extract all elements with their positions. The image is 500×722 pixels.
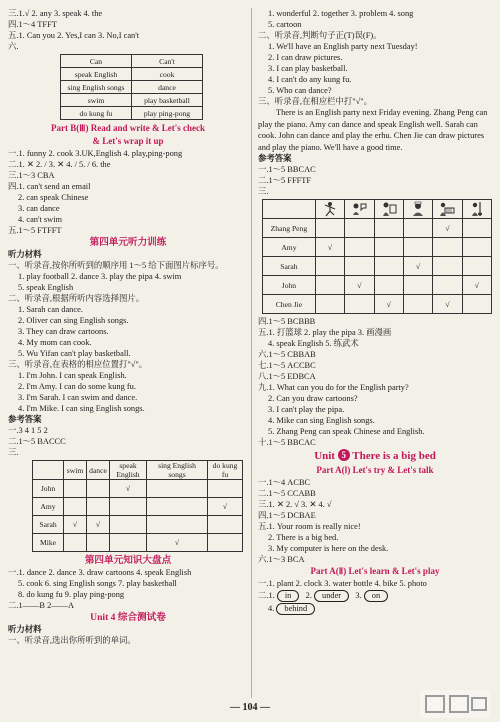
- answer-line: 4. Mike can sing English songs.: [268, 416, 375, 425]
- section-heading: Part B(Ⅲ) Read and write & Let's check: [51, 123, 205, 133]
- table-cell: [374, 276, 403, 295]
- answer-line: 三、听录音,在表格的相应位置打"√"。: [8, 360, 148, 369]
- item-number: 3.: [355, 591, 362, 600]
- answer-line: 4. speak English 5. 练武术: [268, 339, 359, 348]
- table-cell: √: [433, 295, 462, 314]
- table-cell: [403, 238, 432, 257]
- erhu-icon: [462, 200, 491, 219]
- answer-line: 二.1～5 CCABB: [258, 489, 316, 498]
- answer-line: 3. I'm Sarah. I can swim and dance.: [18, 393, 138, 402]
- table-cell: √: [374, 295, 403, 314]
- table-cell: √: [147, 534, 208, 552]
- table-row: [263, 276, 492, 295]
- table-cell: [64, 480, 87, 498]
- can-cant-table: [60, 54, 203, 120]
- table-cell: John: [33, 480, 64, 498]
- watermark-logo-icon: [420, 690, 490, 718]
- table-cell: [64, 498, 87, 516]
- table-cell: John: [263, 276, 316, 295]
- circled-answer: on: [364, 590, 388, 602]
- table-cell: √: [403, 257, 432, 276]
- ability-table: [32, 460, 243, 552]
- answer-line: 2. There is a big bed.: [268, 533, 339, 542]
- table-cell: √: [315, 238, 344, 257]
- subheading: 听力材料: [8, 624, 42, 634]
- unit-number-badge: 5: [338, 449, 350, 461]
- answer-line: 2. can speak Chinese: [18, 193, 89, 202]
- table-cell: [462, 295, 491, 314]
- answer-line: 一、听录音,选出你所听到的单词。: [8, 636, 136, 645]
- table-cell: [462, 257, 491, 276]
- answer-line: 三.1. ✕ 2. √ 3. ✕ 4. √: [258, 500, 332, 509]
- answer-line: 六.: [8, 42, 19, 51]
- table-cell: √: [64, 516, 87, 534]
- table-cell: [403, 276, 432, 295]
- table-row: [33, 534, 243, 552]
- table-cell: [403, 295, 432, 314]
- table-cell: swim: [61, 94, 132, 107]
- answer-line: 4. can't swim: [18, 215, 63, 224]
- table-cell: Sarah: [33, 516, 64, 534]
- answer-line: 4. I'm Mike. I can sing English songs.: [18, 404, 145, 413]
- answer-line: [258, 589, 492, 602]
- table-cell: [87, 480, 110, 498]
- answer-line: 四.1. can't send an email: [8, 182, 91, 191]
- table-cell: √: [208, 498, 243, 516]
- answer-line: 三、听录音,在相应栏中打"√"。: [258, 97, 373, 106]
- table-header: Can: [61, 55, 132, 68]
- table-cell: [147, 498, 208, 516]
- unit-title: [258, 448, 492, 464]
- table-row: [33, 480, 243, 498]
- answer-line: 四.1～5 DCBAE: [258, 511, 316, 520]
- table-cell: [345, 295, 374, 314]
- table-cell: [315, 219, 344, 238]
- table-header: Can't: [132, 55, 203, 68]
- answer-line: [258, 602, 492, 615]
- table-cell: sing English songs: [61, 81, 132, 94]
- table-header: swim: [64, 461, 87, 480]
- answer-line: 五.1. 打篮球 2. play the pipa 3. 画漫画: [258, 328, 392, 337]
- table-cell: [110, 498, 147, 516]
- right-column: [258, 8, 492, 615]
- answer-line: 六.1～5 CBBAB: [258, 350, 316, 359]
- table-cell: [87, 498, 110, 516]
- answer-line: 一.1～5 BBCAC: [258, 165, 316, 174]
- answer-line: 3. They can draw cartoons.: [18, 327, 109, 336]
- table-cell: [208, 534, 243, 552]
- answer-line: 九.1. What can you do for the English party?: [258, 383, 409, 392]
- circled-answer: in: [277, 590, 300, 602]
- table-header: [263, 200, 316, 219]
- left-column: [8, 8, 248, 646]
- answer-line: 五.1～5 FTFFT: [8, 226, 62, 235]
- table-cell: play basketball: [132, 94, 203, 107]
- table-header: speak English: [110, 461, 147, 480]
- answer-line: 1. I'm John. I can speak English.: [18, 371, 127, 380]
- table-cell: [374, 257, 403, 276]
- answer-line: 8. do kung fu 9. play ping-pong: [18, 590, 125, 599]
- table-cell: speak English: [61, 68, 132, 81]
- table-cell: [110, 534, 147, 552]
- answer-line: 3. My computer is here on the desk.: [268, 544, 389, 553]
- table-cell: √: [345, 276, 374, 295]
- table-cell: Sarah: [263, 257, 316, 276]
- table-cell: cook: [132, 68, 203, 81]
- table-row: [263, 219, 492, 238]
- answer-line: 3. I can play basketball.: [268, 64, 348, 73]
- answer-line: 五.1. Your room is really nice!: [258, 522, 361, 531]
- table-row: [263, 295, 492, 314]
- table-cell: [315, 257, 344, 276]
- table-header: do kung fu: [208, 461, 243, 480]
- cook-icon: [403, 200, 432, 219]
- table-cell: √: [110, 480, 147, 498]
- answer-line: 六.1～3 BCA: [258, 555, 305, 564]
- answer-line: 2. I'm Amy. I can do some kung fu.: [18, 382, 136, 391]
- unit-label: Unit: [314, 450, 335, 462]
- answer-line: 十.1～5 BBCAC: [258, 438, 316, 447]
- subheading: 参考答案: [258, 153, 292, 163]
- answer-line: 四.1～5 BCBBB: [258, 317, 316, 326]
- section-heading: Part A(Ⅱ) Let's learn & Let's play: [310, 566, 440, 576]
- table-cell: [433, 238, 462, 257]
- table-header: sing English songs: [147, 461, 208, 480]
- table-cell: [208, 516, 243, 534]
- table-cell: Amy: [263, 238, 316, 257]
- answer-line: 二、听录音,根据所听内容选择图片。: [8, 294, 145, 303]
- answer-line: 二、听录音,判断句子正(T)误(F)。: [258, 31, 382, 40]
- table-cell: Amy: [33, 498, 64, 516]
- answer-line: 五.1. Can you 2. Yes,I can 3. No,I can't: [8, 31, 140, 40]
- answer-line: 5. Who can dance?: [268, 86, 332, 95]
- answer-line: 5. speak English: [18, 283, 74, 292]
- item-number: 二.1.: [258, 591, 275, 600]
- answer-line: 三.: [8, 448, 19, 457]
- section-heading: 第四单元听力训练: [89, 237, 167, 248]
- table-cell: [147, 480, 208, 498]
- section-heading: & Let's wrap it up: [92, 136, 164, 146]
- column-divider: [251, 8, 252, 698]
- answer-line: 2. Can you draw cartoons?: [268, 394, 358, 403]
- answer-line: 八.1～5 EDBCA: [258, 372, 316, 381]
- table-header: dance: [87, 461, 110, 480]
- answer-line: 5. Zhang Peng can speak Chinese and English.: [268, 427, 425, 436]
- answer-line: 3. I can't play the pipa.: [268, 405, 345, 414]
- subheading: 参考答案: [8, 414, 42, 424]
- table-row: [33, 498, 243, 516]
- answer-line: 三.1～3 CBA: [8, 171, 55, 180]
- answer-line: 二.1. ✕ 2. / 3. ✕ 4. / 5. / 6. the: [8, 160, 111, 169]
- listening-passage: There is an English party next Friday evening. Zhang Peng can play the piano. Amy can dance and speak English well. Sarah can cook. John can dance and play the erhu. Chen Jie can draw pictures and play the piano. We'll have a good time.: [258, 108, 488, 152]
- answer-line: 一.1～4 ACBC: [258, 478, 311, 487]
- answer-line: 一.1. plant 2. clock 3. water bottle 4. bike 5. photo: [258, 579, 427, 588]
- table-cell: [462, 238, 491, 257]
- circled-answer: behind: [276, 603, 315, 615]
- answer-line: 1. wonderful 2. together 3. problem 4. song: [268, 9, 414, 18]
- table-cell: [345, 219, 374, 238]
- table-cell: Mike: [33, 534, 64, 552]
- answer-line: 二.1～5 BACCC: [8, 437, 66, 446]
- table-cell: Chen Jie: [263, 295, 316, 314]
- section-heading: Unit 4 综合测试卷: [90, 612, 166, 623]
- answer-line: 1. We'll have an English party next Tuesday!: [268, 42, 418, 51]
- answer-line: 5. cartoon: [268, 20, 302, 29]
- circled-answer: under: [314, 590, 349, 602]
- answer-line: 4. I can't do any kung fu.: [268, 75, 352, 84]
- table-cell: dance: [132, 81, 203, 94]
- answer-line: 5. cook 6. sing English songs 7. play basketball: [18, 579, 177, 588]
- answer-line: 三.: [258, 187, 269, 196]
- table-row: [61, 81, 203, 94]
- table-cell: [374, 219, 403, 238]
- table-row: [61, 68, 203, 81]
- answer-line: 一.3 4 1 5 2: [8, 426, 48, 435]
- table-cell: [374, 238, 403, 257]
- unit-name: There is a big bed: [352, 450, 436, 462]
- dance-icon: [315, 200, 344, 219]
- subheading: 听力材料: [8, 249, 42, 259]
- page-number: — 104 —: [230, 702, 270, 713]
- answer-line: 4. My mom can cook.: [18, 338, 92, 347]
- table-cell: [433, 276, 462, 295]
- table-cell: [87, 534, 110, 552]
- answer-line: 七.1～5 ACCBC: [258, 361, 316, 370]
- table-cell: [110, 516, 147, 534]
- table-cell: √: [462, 276, 491, 295]
- section-heading: 第四单元知识大盘点: [84, 555, 172, 566]
- table-cell: [315, 276, 344, 295]
- speak-icon: [345, 200, 374, 219]
- answer-line: 1. Sarah can dance.: [18, 305, 83, 314]
- table-cell: [345, 257, 374, 276]
- table-cell: [64, 534, 87, 552]
- table-row: [61, 107, 203, 120]
- table-cell: [315, 295, 344, 314]
- table-cell: [208, 480, 243, 498]
- answer-line: 2. I can draw pictures.: [268, 53, 343, 62]
- answer-line: 四.1～4 TFFT: [8, 20, 57, 29]
- table-cell: √: [433, 219, 462, 238]
- table-header: [33, 461, 64, 480]
- answer-line: 二.1——B 2——A: [8, 601, 75, 610]
- answer-line: 1. play football 2. dance 3. play the pipa 4. swim: [18, 272, 182, 281]
- table-row: [61, 94, 203, 107]
- answer-line: 5. Wu Yifan can't play basketball.: [18, 349, 131, 358]
- table-cell: √: [87, 516, 110, 534]
- table-cell: Zhang Peng: [263, 219, 316, 238]
- answer-line: 3. can dance: [18, 204, 60, 213]
- table-cell: [403, 219, 432, 238]
- answer-line: 2. Oliver can sing English songs.: [18, 316, 129, 325]
- answer-line: 一.1. dance 2. dance 3. draw cartoons 4. speak English: [8, 568, 192, 577]
- piano-icon: [433, 200, 462, 219]
- table-cell: [345, 238, 374, 257]
- answer-line: 二.1～5 FFFTF: [258, 176, 312, 185]
- table-cell: [462, 219, 491, 238]
- table-row: [33, 516, 243, 534]
- party-ability-table: [262, 199, 492, 314]
- table-cell: do kung fu: [61, 107, 132, 120]
- table-cell: [147, 516, 208, 534]
- answer-line: 一、听录音,按你所听到的顺序用 1～5 给下面图片标序号。: [8, 261, 224, 270]
- table-row: [263, 257, 492, 276]
- table-row: [263, 238, 492, 257]
- answer-line: 三.1.√ 2. any 3. speak 4. the: [8, 9, 103, 18]
- item-number: 2.: [305, 591, 312, 600]
- section-heading: Part A(Ⅰ) Let's try & Let's talk: [316, 465, 434, 475]
- answer-line: 一.1. funny 2. cook 3.UK,English 4. play,ping-pong: [8, 149, 183, 158]
- table-cell: [433, 257, 462, 276]
- table-cell: play ping-pong: [132, 107, 203, 120]
- draw-icon: [374, 200, 403, 219]
- item-number: 4.: [268, 604, 275, 613]
